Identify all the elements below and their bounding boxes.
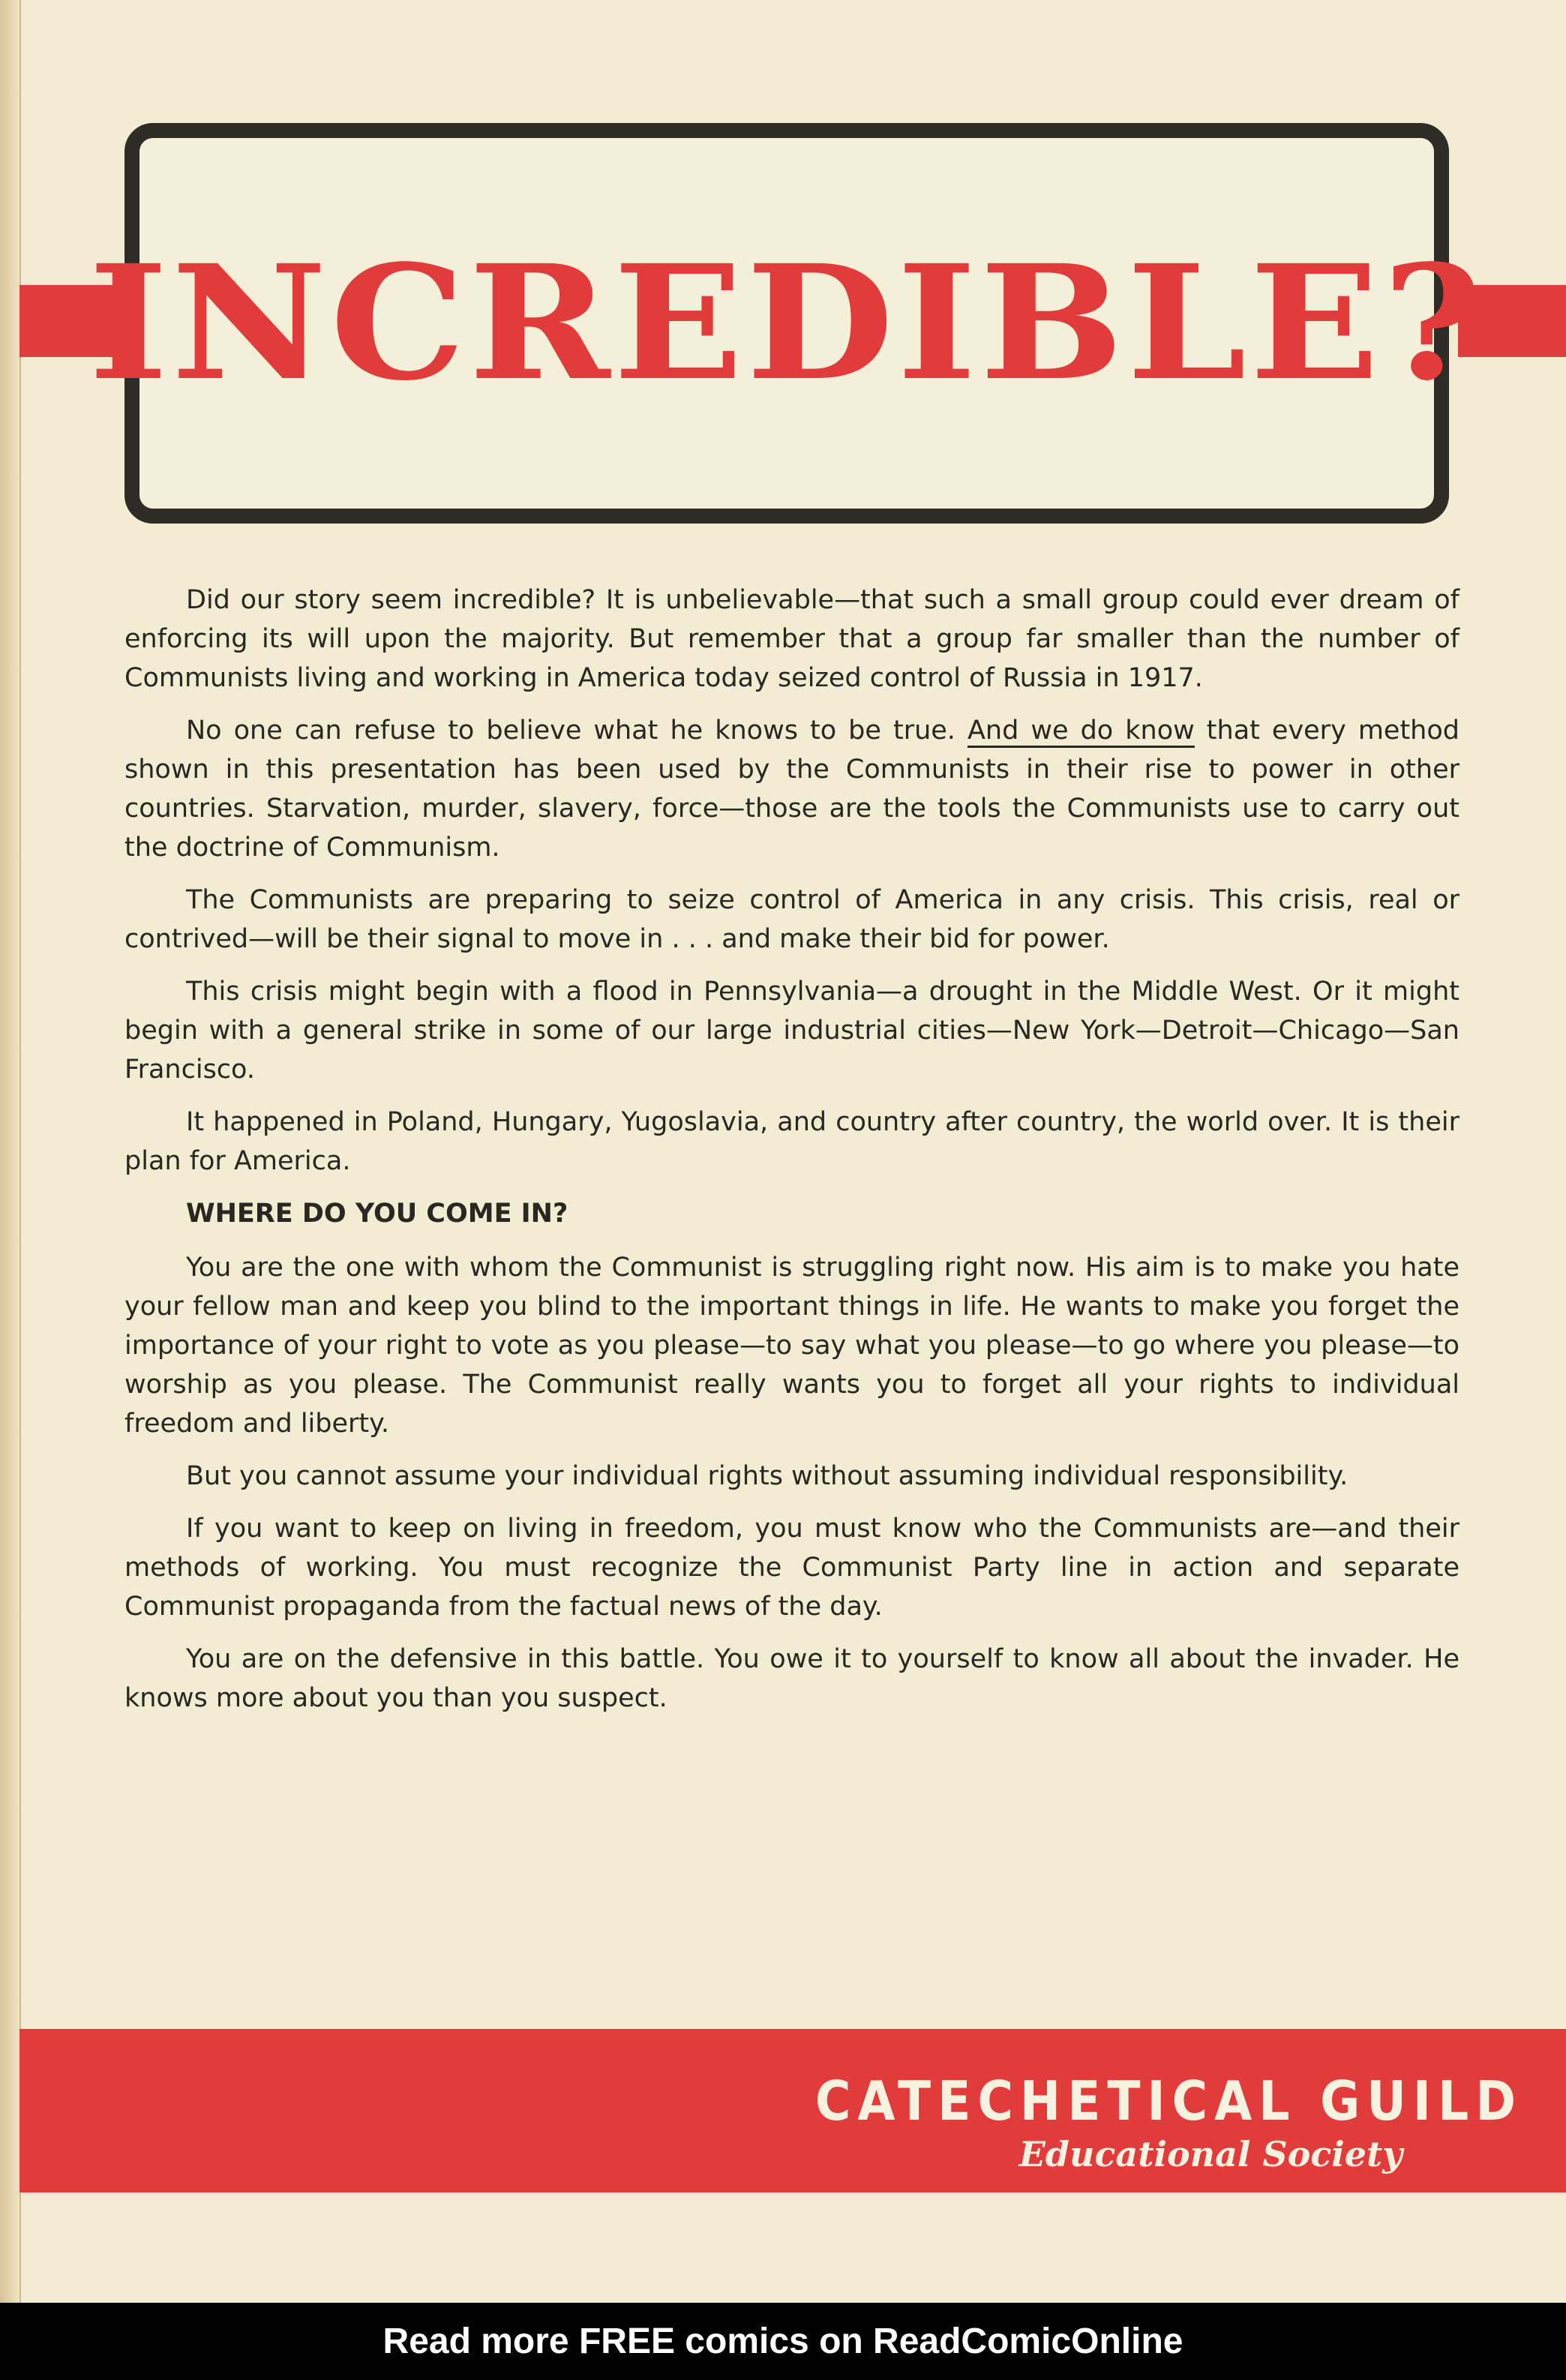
article-body — [124, 581, 1460, 1731]
read-more-link[interactable]: Read more FREE comics on ReadComicOnline — [0, 2303, 1566, 2380]
headline-frame — [88, 123, 1486, 524]
paragraph — [124, 711, 1460, 867]
paragraph: This crisis might begin with a flood in Pennsylvania—a drought in the Middle West. Or it might begin with a general strike in some of our large industrial cities—New York—Detroit—Chicago—San Francisco. — [124, 977, 1460, 1085]
paragraph: The Communists are preparing to seize control of America in any crisis. This crisis, real or contrived—will be their signal to move in . . . and make their bid for power. — [124, 885, 1460, 954]
paragraph: But you cannot assume your individual rights without assuming individual responsibility. — [186, 1461, 1348, 1491]
paragraph-text: No one can refuse to believe what he knows to be true. — [186, 716, 968, 746]
page-spine — [0, 0, 21, 2303]
publisher-band — [20, 2029, 1566, 2192]
section-heading: WHERE DO YOU COME IN? — [186, 1199, 568, 1229]
page-title: INCREDIBLE? — [88, 230, 1486, 416]
paragraph: Did our story seem incredible? It is unbelievable—that such a small group could ever dream of enforcing its will upon the majority. But remember that a group far smaller than the number of Communists living and working in America today seized control of Russia in 1917. — [124, 585, 1460, 693]
paragraph: It happened in Poland, Hungary, Yugoslavia, and country after country, the world over. It is their plan for America. — [124, 1107, 1460, 1176]
underlined-phrase: And we do know — [968, 716, 1195, 748]
paragraph: If you want to keep on living in freedom, you must know who the Communists are—and their methods of working. You must recognize the Communist Party line in action and separate Communist propaganda from the factual news of the day. — [124, 1514, 1460, 1622]
paragraph: You are on the defensive in this battle. You owe it to yourself to know all about the invader. He knows more about you than you suspect. — [124, 1644, 1460, 1713]
paragraph-text: that every method shown in this presentation has been used by the Communists in their rise to power in other countries. Starvation, murder, slavery, force—those are the tools the Communists use to carry out the doctrine of Communism. — [124, 716, 1460, 863]
publisher-tagline: Educational Society — [1018, 2134, 1402, 2174]
publisher-name: CATECHETICAL GUILD — [814, 2069, 1522, 2132]
paragraph: You are the one with whom the Communist is struggling right now. His aim is to make you hate your fellow man and keep you blind to the important things in life. He wants to make you forget the importance of your right to vote as you please—to say what you please—to go where you please—to worship as you please. The Communist really wants you to forget all your rights to individual freedom and liberty. — [124, 1253, 1460, 1439]
